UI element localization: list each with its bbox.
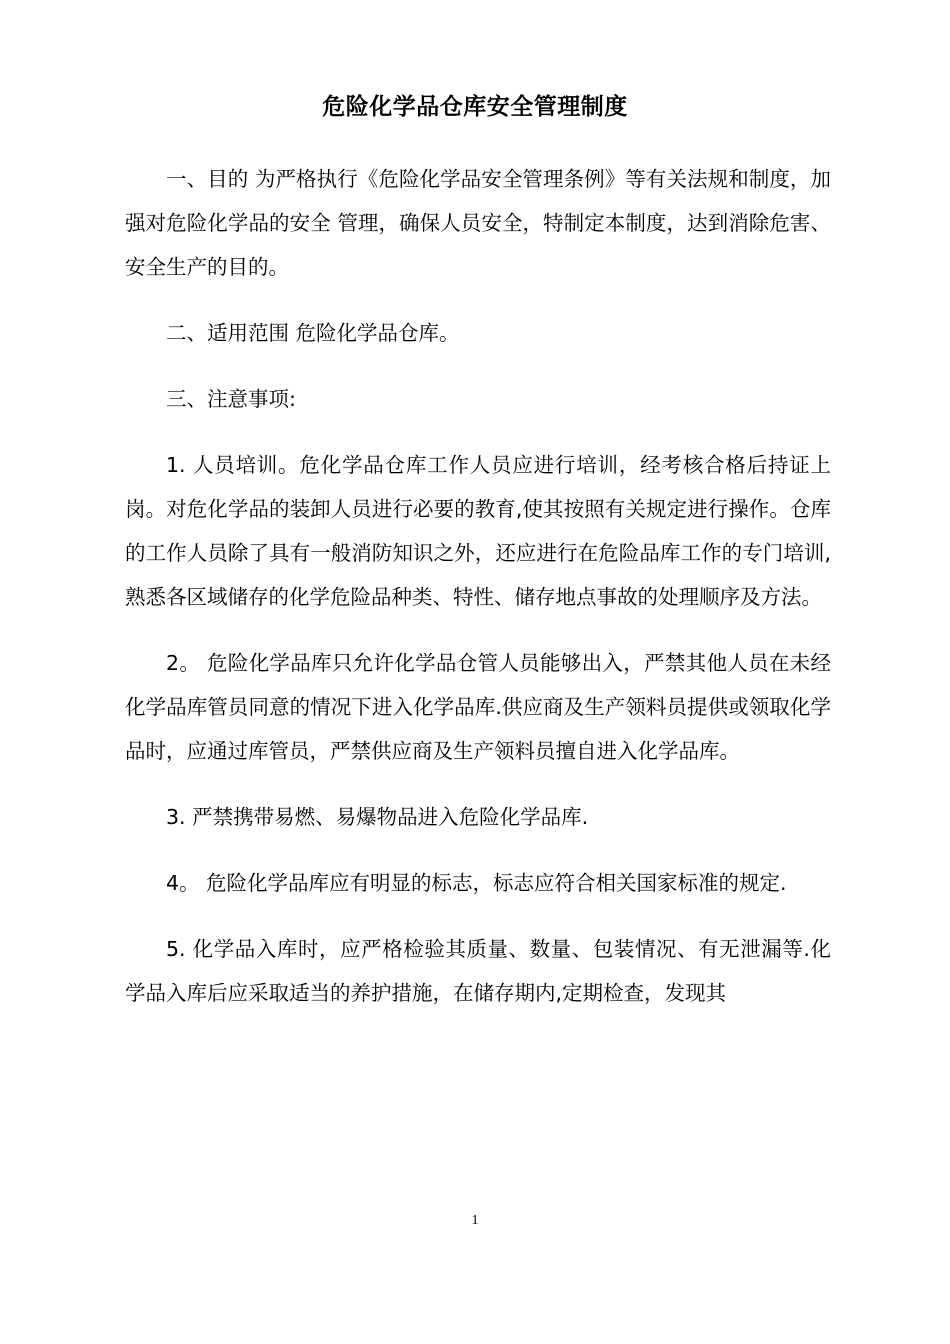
paragraph-item-2: 2。 危险化学品库只允许化学品仓管人员能够出入，严禁其他人员在未经化学品库管员同意的情况下进入化学品库.供应商及生产领料员提供或领取化学品时，应通过库管员，严禁供应商及生产领料员擅自进入化学品库。 (125, 651, 831, 763)
paragraph-item-4: 4。 危险化学品库应有明显的标志，标志应符合相关国家标准的规定. (166, 871, 787, 895)
paragraph-item-3: 3. 严禁携带易燃、易爆物品进入危险化学品库. (166, 805, 589, 829)
page-number: 1 (471, 1213, 479, 1228)
paragraph-item-1: 1. 人员培训。危化学品仓库工作人员应进行培训，经考核合格后持证上岗。对危化学品的装卸人员进行必要的教育,使其按照有关规定进行操作。仓库的工作人员除了具有一般消防知识之外，还应进行在危险品库工作的专门培训,熟悉各区域储存的化学危险品种类、特性、储存地点事故的处理顺序及方法。 (125, 453, 831, 609)
paragraph-scope: 二、适用范围 危险化学品仓库。 (166, 321, 460, 345)
document-title: 危险化学品仓库安全管理制度 (322, 94, 628, 120)
paragraph-notes-heading: 三、注意事项: (166, 387, 296, 411)
paragraph-purpose: 一、目的 为严格执行《危险化学品安全管理条例》等有关法规和制度，加强对危险化学品的安全 管理，确保人员安全，特制定本制度，达到消除危害、安全生产的目的。 (125, 167, 831, 279)
paragraph-item-5: 5. 化学品入库时，应严格检验其质量、数量、包装情况、有无泄漏等.化学品入库后应采取适当的养护措施，在储存期内,定期检查，发现其 (125, 937, 831, 1005)
document-body (125, 157, 831, 1037)
